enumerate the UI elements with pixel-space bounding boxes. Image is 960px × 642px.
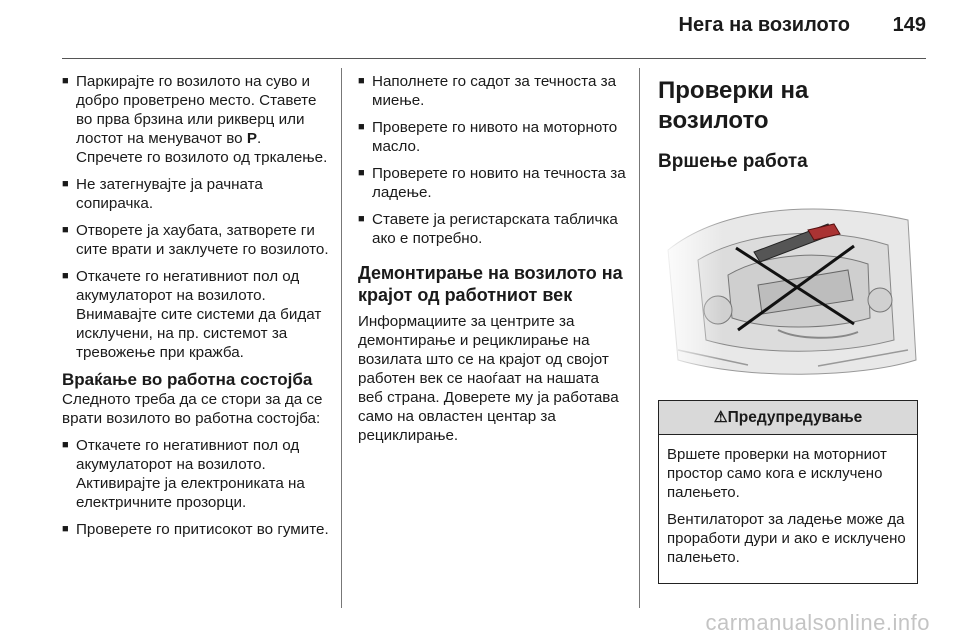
intro-paragraph: Следното треба да се стори за да се врати возилото во работна состојба: bbox=[62, 391, 323, 427]
list-item: ■ Проверете го нивото на моторното масло. bbox=[358, 118, 628, 156]
bullet-list-return bbox=[62, 436, 332, 539]
end-of-life-paragraph: Информациите за центрите за демонтирање и рециклирање на возилата што се на крајот од својот работен век се наоѓаат на нашата веб страна. Доверете му ја работава само на овластен центар за рециклирање. bbox=[358, 313, 619, 444]
list-item: ■ Откачете го негативниот пол од акумулаторот на возилото. Активирајте ја електрониката на електричните прозорци. bbox=[62, 436, 332, 512]
warning-icon: ⚠ bbox=[713, 409, 728, 426]
heading-end-of-life: Демонтирање на возилото на крајот од работниот век bbox=[358, 263, 623, 305]
list-item: ■ Ставете ја регистарската табличка ако е потребно. bbox=[358, 210, 628, 248]
section-title: Проверки на возилото bbox=[658, 77, 809, 134]
column-2 bbox=[358, 72, 628, 453]
engine-bay-drawing bbox=[658, 190, 920, 386]
list-item-text-tail: . Спречете го возилото од тркалење. bbox=[76, 130, 328, 166]
gear-position-label: P bbox=[246, 130, 257, 147]
heading-return-to-service: Враќање во работна состојба bbox=[62, 370, 313, 389]
list-item: ■ Проверете го новито на течноста за ладење. bbox=[358, 164, 628, 202]
column-divider-2 bbox=[639, 68, 640, 608]
bullet-list-continued bbox=[358, 72, 628, 248]
subsection-title: Вршење работа bbox=[658, 151, 808, 172]
list-item: ■ Не затегнувајте ја рачната сопирачка. bbox=[62, 175, 332, 213]
warning-paragraph: Вршете проверки на моторниот простор само кога е исклучено палењето. bbox=[667, 446, 887, 501]
engine-compartment-illustration bbox=[658, 190, 920, 386]
list-item bbox=[62, 72, 332, 167]
warning-header bbox=[659, 401, 917, 435]
list-item: ■ Отворете ја хаубата, затворете ги сите врати и заклучете го возилото. bbox=[62, 221, 332, 259]
header-title: Нега на возилото bbox=[678, 14, 850, 36]
list-item: ■ Откачете го негативниот пол од акумулаторот на возилото. Внимавајте сите системи да бидат исклучени, на пр. системот за тревожење при кражба. bbox=[62, 267, 332, 362]
page-number: 149 bbox=[892, 14, 926, 36]
list-item-text: Паркирајте го возилото на суво и добро проветрено место. Ставете во прва брзина или рикверц или лостот на менувачот во bbox=[76, 73, 317, 147]
watermark: carmanualsonline.info bbox=[705, 610, 930, 635]
list-item: ■ Наполнете го садот за течноста за миење. bbox=[358, 72, 628, 110]
list-item: ■ Проверете го притисокот во гумите. bbox=[62, 520, 332, 539]
warning-body bbox=[659, 435, 917, 583]
warning-title: Предупредување bbox=[727, 409, 863, 426]
header-rule bbox=[62, 58, 926, 59]
warning-box bbox=[658, 400, 918, 584]
column-3 bbox=[658, 76, 920, 584]
column-1 bbox=[62, 72, 332, 547]
warning-paragraph: Вентилаторот за ладење може да проработи дури и ако е исклучено палењето. bbox=[667, 511, 906, 566]
column-divider-1 bbox=[341, 68, 342, 608]
bullet-list-storage bbox=[62, 72, 332, 362]
